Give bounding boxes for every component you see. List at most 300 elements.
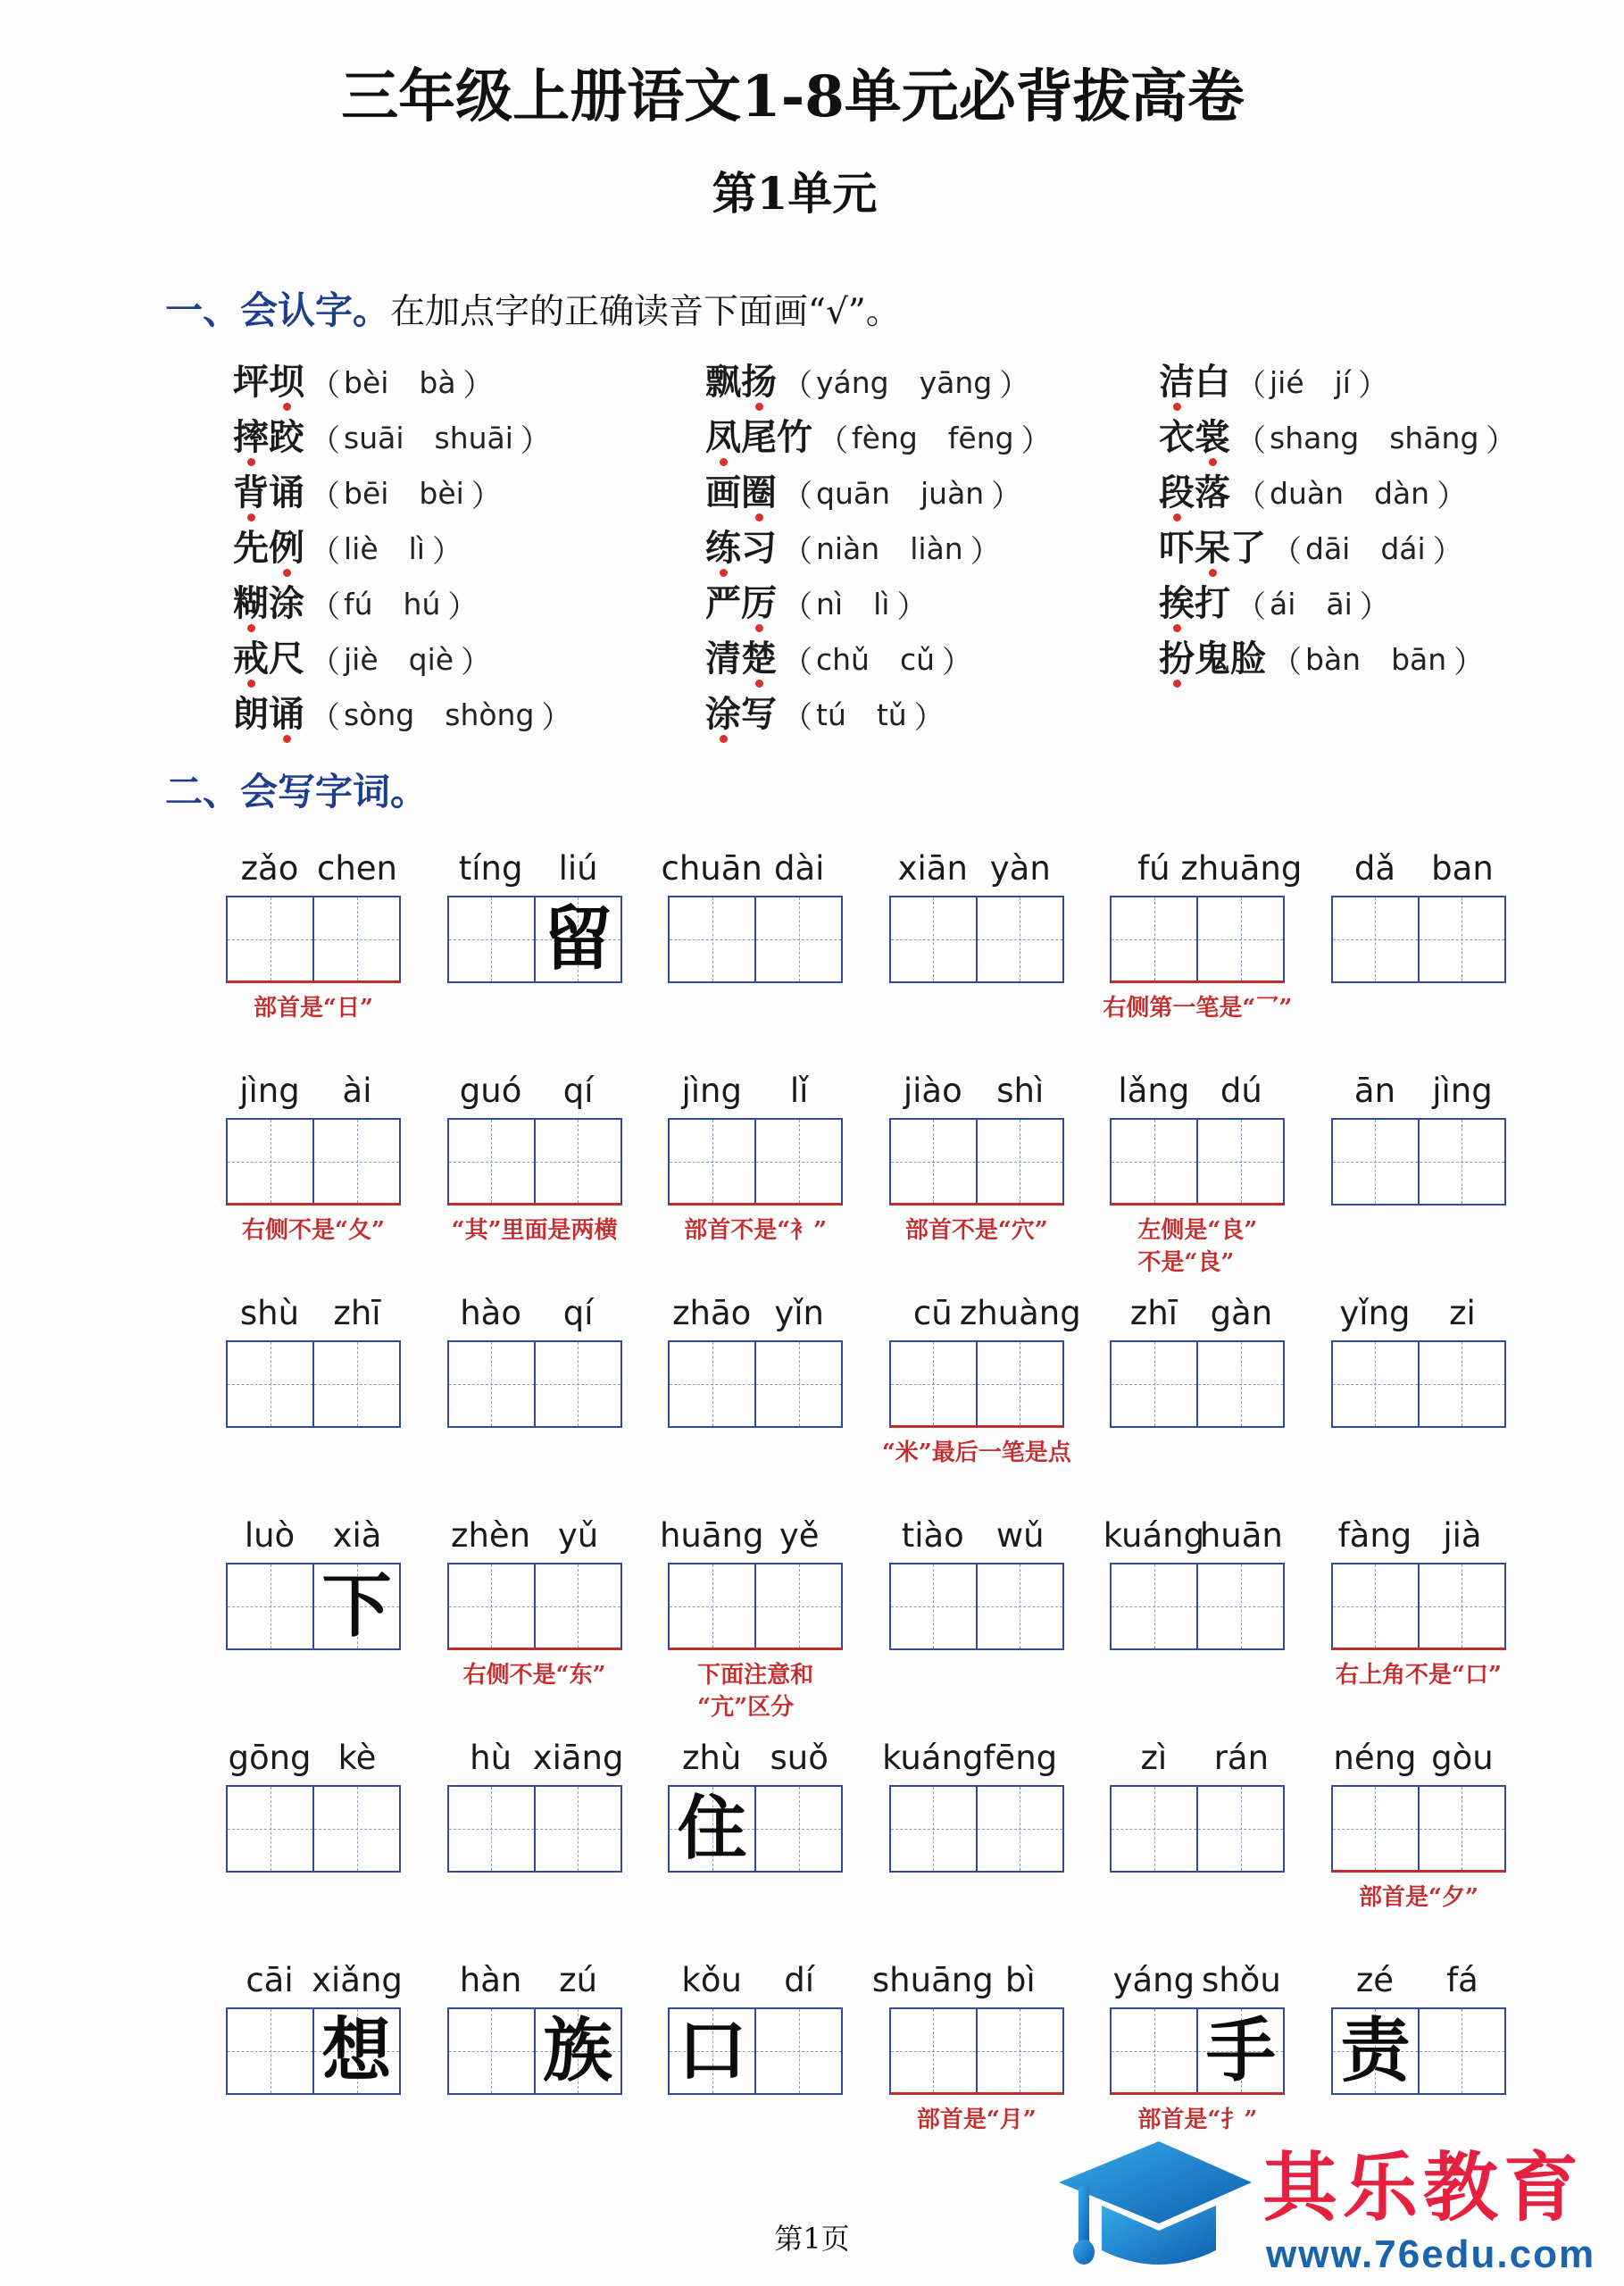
- paren-close: ）: [896, 588, 928, 625]
- given-character: 族: [543, 2010, 613, 2091]
- pinyin-syllable: kè: [337, 1739, 377, 1777]
- word-character: 清: [705, 638, 741, 680]
- reading-option: qiè: [408, 641, 454, 677]
- word-cell: [1331, 1516, 1553, 1739]
- word: [1159, 417, 1230, 458]
- pinyin-syllable: fá: [1446, 1961, 1478, 1999]
- pinyin: [1110, 849, 1303, 889]
- tianzige-box: [1196, 1342, 1283, 1426]
- pinyin: [1331, 849, 1506, 889]
- tianzige-box: [670, 1120, 754, 1203]
- pinyin-syllable: fēng: [983, 1739, 1058, 1777]
- word: [233, 417, 304, 458]
- word-cell: [226, 1516, 447, 1739]
- tianzige-box: [891, 897, 976, 981]
- recognize-item: [1159, 631, 1516, 687]
- tianzige-box: [976, 2009, 1062, 2092]
- tianzige-box: [1418, 1787, 1504, 1870]
- tianzige-box: [228, 1787, 312, 1871]
- cap-tassel-end: [1073, 2240, 1095, 2265]
- pinyin-syllable: xiān: [897, 849, 968, 888]
- pinyin: [871, 1961, 1064, 2000]
- tianzige-pair: [668, 1340, 843, 1428]
- reading-option: fēng: [947, 420, 1014, 455]
- dotted-character: 扮: [1159, 638, 1195, 680]
- pinyin-syllable: zi: [1449, 1294, 1476, 1332]
- reading-options: [1305, 531, 1426, 566]
- word-character: 跤: [269, 416, 304, 458]
- reading-option: nì: [816, 586, 844, 622]
- pinyin-syllable: kǒu: [681, 1961, 742, 1999]
- paren-open: （: [310, 367, 340, 404]
- pinyin: [226, 1072, 401, 1111]
- tianzige-pair: [889, 1340, 1064, 1428]
- word-character: 严: [705, 582, 741, 624]
- pinyin: [889, 849, 1064, 889]
- pinyin: [1331, 1739, 1506, 1778]
- pinyin-syllable: dú: [1220, 1072, 1262, 1110]
- paren-open: （: [782, 644, 812, 680]
- tianzige-box: [1196, 1564, 1283, 1648]
- pinyin-syllable: tíng: [458, 849, 523, 888]
- recognize-item: [233, 576, 571, 631]
- pinyin-syllable: jìng: [239, 1072, 300, 1110]
- reading-option: bèi: [419, 475, 464, 511]
- reading-option: bēi: [344, 475, 389, 511]
- word-cell: [1110, 1072, 1331, 1294]
- recognize-item: [233, 465, 571, 521]
- dotted-character: 段: [1159, 471, 1195, 513]
- tianzige-box: [534, 1342, 620, 1426]
- tianzige-box: [1418, 897, 1504, 981]
- reading-option: tú: [816, 697, 846, 732]
- tianzige-box: [1418, 1120, 1504, 1204]
- pinyin-syllable: xià: [332, 1516, 382, 1555]
- word-cell: [889, 1516, 1111, 1739]
- tianzige-pair: [1110, 2007, 1285, 2095]
- dotted-character: 凤: [705, 416, 741, 458]
- reading-option: liè: [344, 530, 379, 566]
- reading-option: sòng: [344, 697, 415, 732]
- writing-grid: [226, 849, 1553, 2183]
- paren-close: ）: [913, 699, 945, 736]
- page-title: 三年级上册语文1-8单元必背拔高卷: [341, 63, 1245, 130]
- reading-option: jiè: [344, 641, 379, 677]
- tianzige-box: [1112, 1564, 1196, 1648]
- dotted-character: 厉: [741, 582, 777, 624]
- tianzige-pair: [226, 1785, 401, 1873]
- tianzige-pair: [889, 2007, 1064, 2095]
- tianzige-pair: [1331, 2007, 1506, 2095]
- section-write-heading: [165, 768, 428, 824]
- pinyin-syllable: yǐng: [1339, 1294, 1411, 1332]
- word-cell: [1110, 1739, 1331, 1961]
- word-character: 衣: [1159, 416, 1195, 458]
- reading-option: bàn: [1305, 641, 1362, 677]
- recognize-item: [233, 521, 571, 576]
- word-character: 了: [1230, 527, 1266, 569]
- hint-note: 右侧第一笔是“乛”: [1103, 995, 1293, 1022]
- pinyin-syllable: fàng: [1337, 1516, 1412, 1555]
- pinyin-syllable: fú: [1137, 849, 1170, 888]
- pinyin-syllable: ban: [1431, 849, 1494, 888]
- paren-open: （: [1236, 367, 1266, 404]
- word-cell: [1103, 849, 1331, 1072]
- pinyin-syllable: kuáng: [1103, 1516, 1205, 1555]
- recognize-item: [705, 465, 1052, 521]
- given-character: 留: [543, 898, 613, 980]
- word-cell: [668, 1961, 889, 2183]
- dotted-character: 背: [233, 471, 269, 513]
- tianzige-box: [670, 897, 754, 981]
- pinyin: [889, 1294, 1081, 1333]
- paren-close: ）: [999, 367, 1030, 404]
- reading-options: [344, 697, 534, 732]
- dotted-character: 裳: [1195, 416, 1230, 458]
- pinyin: [1331, 1516, 1506, 1556]
- reading-option: quān: [816, 475, 890, 511]
- reading-option: shāng: [1389, 420, 1479, 455]
- pinyin-syllable: huān: [1199, 1516, 1283, 1555]
- pinyin-syllable: gòu: [1431, 1739, 1494, 1777]
- paren-close: ）: [1432, 533, 1463, 570]
- paren-close: ）: [431, 533, 462, 570]
- tianzige-box: [891, 1564, 976, 1648]
- word-character: 习: [741, 527, 777, 569]
- tianzige-pair: [447, 1118, 622, 1206]
- paren-open: （: [782, 367, 812, 404]
- section-instruction: 在加点字的正确读音下面画“√”。: [390, 292, 901, 332]
- tianzige-box: [976, 1564, 1062, 1648]
- tianzige-box: [228, 2009, 312, 2093]
- reading-options: [344, 587, 440, 622]
- pinyin: [1110, 1294, 1285, 1333]
- tianzige-box: [534, 2009, 620, 2093]
- word-cell: [447, 1961, 669, 2183]
- paren-close: ）: [447, 588, 479, 625]
- dotted-character: 涂: [705, 693, 741, 735]
- word: [1159, 362, 1230, 403]
- page-number: 第1页: [774, 2222, 850, 2256]
- pinyin-syllable: zhèn: [451, 1516, 531, 1555]
- pinyin-syllable: lǎng: [1118, 1072, 1190, 1110]
- pinyin: [882, 1739, 1064, 1778]
- pinyin-syllable: chen: [316, 849, 397, 888]
- tianzige-pair: [226, 896, 401, 983]
- tianzige-pair: [1331, 1118, 1506, 1206]
- paren-close: ）: [942, 644, 973, 680]
- tianzige-box: [312, 1120, 399, 1203]
- reading-options: [1270, 365, 1351, 400]
- pinyin-syllable: hàn: [459, 1961, 522, 1999]
- reading-options: [1270, 421, 1478, 455]
- tianzige-box: [1418, 1564, 1504, 1648]
- pinyin: [447, 1961, 622, 2000]
- pinyin-syllable: yǐn: [774, 1294, 824, 1332]
- recognize-item: [233, 355, 571, 410]
- word-cell: [1110, 1294, 1331, 1516]
- word-cell: [1103, 1516, 1331, 1739]
- reading-option: dāi: [1305, 530, 1351, 566]
- pinyin: [1110, 1739, 1285, 1778]
- pinyin: [889, 1516, 1064, 1556]
- word: [1159, 528, 1266, 569]
- recognize-item: [1159, 521, 1516, 576]
- dotted-character: 摔: [233, 416, 269, 458]
- dotted-character: 楚: [741, 638, 777, 680]
- reading-options: [1270, 476, 1429, 511]
- pinyin-syllable: yàn: [989, 849, 1051, 888]
- pinyin-syllable: dài: [773, 849, 825, 888]
- recognize-item: [1159, 576, 1516, 631]
- pinyin: [1110, 1961, 1285, 2000]
- reading-option: shòng: [445, 697, 535, 732]
- hint-note: 下面注意和 “亢”区分: [697, 1662, 814, 1721]
- pinyin-syllable: guó: [459, 1072, 522, 1110]
- paren-open: （: [310, 478, 340, 514]
- pinyin: [447, 1294, 622, 1333]
- tianzige-pair: [668, 1118, 843, 1206]
- tianzige-box: [312, 897, 399, 980]
- pinyin-syllable: dí: [784, 1961, 815, 1999]
- pinyin-syllable: zú: [559, 1961, 598, 1999]
- tianzige-box: [754, 1564, 841, 1648]
- reading-option: bà: [419, 364, 456, 400]
- word-character: 鬼: [1195, 638, 1230, 680]
- word-cell: [661, 849, 889, 1072]
- reading-options: [816, 642, 935, 677]
- pinyin-syllable: néng: [1333, 1739, 1417, 1777]
- pinyin-syllable: jià: [1443, 1516, 1482, 1555]
- word-cell: [447, 1072, 669, 1294]
- pinyin-syllable: hù: [470, 1739, 512, 1777]
- pinyin-syllable: chuān: [661, 849, 762, 888]
- paren-close: ）: [462, 367, 494, 404]
- word: [233, 472, 304, 513]
- pinyin: [889, 1072, 1064, 1111]
- tianzige-pair: [1331, 896, 1506, 983]
- dotted-character: 例: [269, 527, 304, 569]
- reading-option: liàn: [910, 530, 963, 566]
- word-character: 尺: [269, 638, 304, 680]
- pinyin-syllable: zhuàng: [959, 1294, 1081, 1332]
- paren-close: ）: [1453, 644, 1485, 680]
- tianzige-box: [534, 1564, 620, 1648]
- word: [705, 528, 777, 569]
- reading-option: lì: [873, 586, 890, 622]
- pinyin-syllable: zhī: [1129, 1294, 1178, 1332]
- word-cell: [889, 849, 1111, 1072]
- tianzige-pair: [1110, 1118, 1285, 1206]
- tianzige-pair: [447, 1340, 622, 1428]
- tianzige-box: [754, 1342, 841, 1426]
- reading-option: fèng: [852, 420, 918, 455]
- word-cell: [447, 1516, 669, 1739]
- pinyin-syllable: tiào: [901, 1516, 964, 1555]
- tianzige-box: [534, 897, 620, 981]
- dotted-character: 挨: [1159, 582, 1195, 624]
- hint-note: 右侧不是“夂”: [242, 1217, 385, 1244]
- word-character: 脸: [1230, 638, 1266, 680]
- hint-note: 部首不是“衤”: [684, 1217, 828, 1244]
- word-cell: [1331, 849, 1553, 1072]
- word: [705, 472, 777, 513]
- paren-open: （: [1271, 644, 1302, 680]
- tianzige-box: [1333, 1342, 1418, 1426]
- tianzige-box: [449, 1342, 534, 1426]
- reading-options: [852, 421, 1014, 455]
- tianzige-box: [228, 1564, 312, 1648]
- pinyin-syllable: zhù: [682, 1739, 742, 1777]
- given-character: 下: [321, 1565, 392, 1647]
- word: [1159, 638, 1266, 680]
- word-cell: [226, 1072, 447, 1294]
- word-cell: [1331, 1072, 1553, 1294]
- paren-open: （: [1271, 533, 1302, 570]
- pinyin: [226, 1294, 401, 1333]
- paren-close: ）: [1486, 422, 1517, 459]
- pinyin: [1103, 1516, 1285, 1556]
- hint-note: “其”里面是两横: [451, 1217, 618, 1244]
- tianzige-pair: [1110, 1785, 1285, 1873]
- reading-options: [816, 587, 889, 622]
- pinyin: [1331, 1072, 1506, 1111]
- pinyin: [226, 1516, 401, 1556]
- pinyin-syllable: qí: [562, 1072, 594, 1110]
- tianzige-pair: [668, 1785, 843, 1873]
- unit-title: 第1单元: [712, 167, 878, 220]
- pinyin: [226, 1739, 401, 1778]
- pinyin-syllable: jìng: [681, 1072, 742, 1110]
- pinyin-syllable: wǔ: [995, 1516, 1045, 1555]
- pinyin-syllable: zì: [1140, 1739, 1168, 1777]
- tianzige-box: [670, 1564, 754, 1648]
- paren-close: ）: [1020, 422, 1052, 459]
- paren-open: （: [782, 533, 812, 570]
- dotted-character: 戒: [233, 638, 269, 680]
- tianzige-box: [1333, 897, 1418, 981]
- recognize-item: [705, 576, 1052, 631]
- pinyin: [447, 1072, 622, 1111]
- recognize-item: [1159, 355, 1516, 410]
- pinyin: [668, 1961, 843, 2000]
- pinyin-syllable: zǎo: [240, 849, 299, 888]
- pinyin-syllable: suǒ: [770, 1739, 829, 1777]
- pinyin-syllable: shuāng: [871, 1961, 994, 1999]
- tianzige-box: [976, 1120, 1062, 1203]
- reading-option: shang: [1270, 420, 1360, 455]
- word-character: 先: [233, 527, 269, 569]
- word-character: 画: [705, 471, 741, 513]
- tianzige-box: [312, 1564, 399, 1648]
- tianzige-box: [1112, 897, 1196, 980]
- paren-open: （: [1236, 478, 1266, 514]
- reading-option: āi: [1326, 586, 1353, 622]
- word: [705, 417, 812, 458]
- tianzige-box: [449, 1564, 534, 1648]
- paren-open: （: [782, 588, 812, 625]
- pinyin: [226, 1961, 401, 2000]
- given-character: 手: [1205, 2009, 1276, 2091]
- word-cell: [668, 1294, 889, 1516]
- reading-option: yāng: [919, 364, 993, 400]
- tianzige-box: [1196, 1787, 1283, 1871]
- reading-option: dái: [1380, 530, 1426, 566]
- hint-note: 右侧不是“东”: [462, 1662, 606, 1689]
- word-character: 坪: [233, 361, 269, 403]
- paren-open: （: [310, 699, 340, 736]
- reading-options: [344, 365, 456, 400]
- pinyin-syllable: jiào: [903, 1072, 962, 1110]
- tianzige-pair: [447, 1785, 622, 1873]
- pinyin-syllable: shì: [996, 1072, 1045, 1110]
- tianzige-box: [312, 1787, 399, 1871]
- pinyin-syllable: cāi: [246, 1961, 294, 1999]
- tianzige-box: [891, 1342, 976, 1425]
- word-cell: [226, 1739, 447, 1961]
- word-character: 朗: [233, 693, 269, 735]
- word-character: 落: [1195, 471, 1230, 513]
- paren-close: ）: [970, 533, 1001, 570]
- pinyin-syllable: qí: [562, 1294, 594, 1332]
- reading-option: jí: [1334, 364, 1351, 400]
- word-character: 诵: [269, 471, 304, 513]
- tianzige-pair: [447, 896, 622, 983]
- word-character: 涂: [269, 582, 304, 624]
- reading-option: niàn: [816, 530, 880, 566]
- tianzige-box: [312, 1342, 399, 1426]
- pinyin-syllable: kuáng: [882, 1739, 984, 1777]
- recognize-item: [1159, 465, 1516, 521]
- word-cell: [447, 849, 669, 1072]
- pinyin: [661, 849, 843, 889]
- recognize-column: [705, 355, 1052, 742]
- tianzige-pair: [1331, 1785, 1506, 1873]
- tianzige-box: [754, 2009, 841, 2093]
- tianzige-box: [891, 1120, 976, 1203]
- paren-close: ）: [520, 422, 551, 459]
- dotted-character: 呆: [1195, 527, 1230, 569]
- hint-note: 部首是“夕”: [1359, 1884, 1478, 1911]
- reading-option: ái: [1270, 586, 1296, 622]
- word: [233, 694, 304, 735]
- recognize-column: [1159, 355, 1516, 687]
- paren-close: ）: [991, 478, 1022, 514]
- word-character: 尾: [741, 416, 777, 458]
- word-cell: [889, 1072, 1111, 1294]
- pinyin-syllable: gàn: [1210, 1294, 1273, 1332]
- pinyin: [1331, 1294, 1506, 1333]
- word-cell: [1331, 1739, 1553, 1961]
- reading-option: chǔ: [816, 641, 870, 677]
- word: [1159, 583, 1230, 624]
- reading-options: [344, 421, 513, 455]
- tianzige-box: [449, 1787, 534, 1871]
- paren-open: （: [310, 588, 340, 625]
- word-character: 打: [1195, 582, 1230, 624]
- reading-option: duàn: [1270, 475, 1344, 511]
- word: [705, 694, 777, 735]
- tianzige-pair: [668, 1563, 843, 1650]
- tianzige-box: [1333, 1787, 1418, 1870]
- word: [705, 638, 777, 680]
- reading-option: dàn: [1374, 475, 1430, 511]
- recognize-item: [233, 410, 571, 465]
- tianzige-box: [670, 2009, 754, 2093]
- tianzige-box: [228, 1120, 312, 1203]
- tianzige-box: [1196, 897, 1283, 980]
- tianzige-pair: [889, 1785, 1064, 1873]
